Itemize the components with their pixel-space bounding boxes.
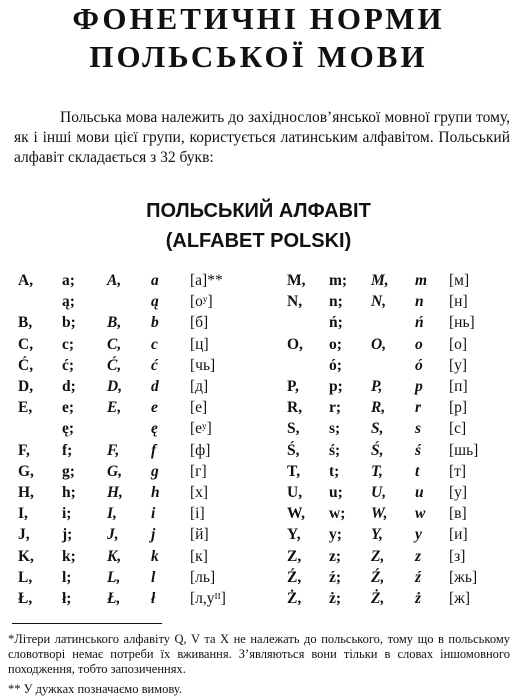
letter-lower-italic: ź xyxy=(415,568,422,586)
letter-upper-italic: H, xyxy=(107,484,123,501)
letter-upper: C, xyxy=(18,335,34,353)
letter-upper-italic: Y, xyxy=(371,526,383,544)
letter-upper-italic: I, xyxy=(107,505,117,523)
letter-pronunciation: [д] xyxy=(190,378,209,395)
letter-lower: n; xyxy=(329,293,343,311)
letter-pronunciation: [шь] xyxy=(449,441,479,459)
letter-pronunciation: [i] xyxy=(190,505,205,523)
letter-lower-italic: t xyxy=(415,462,420,480)
alphabet-row xyxy=(0,482,517,503)
letter-lower-italic: f xyxy=(151,441,157,459)
letter-upper: W, xyxy=(287,505,305,523)
letter-lower: e; xyxy=(62,399,75,417)
letter-lower: b; xyxy=(62,314,76,332)
letter-pronunciation: [a]** xyxy=(190,272,223,289)
letter-lower-italic: i xyxy=(151,505,156,523)
letter-lower-italic: n xyxy=(415,293,424,311)
letter-lower-italic: l xyxy=(151,568,156,586)
alphabet-row xyxy=(0,588,517,609)
letter-upper: Ł, xyxy=(18,590,33,607)
letter-upper-italic: O, xyxy=(371,335,387,353)
alphabet-row xyxy=(0,334,517,355)
alphabet-row xyxy=(0,270,517,291)
letter-upper: Z, xyxy=(287,547,302,565)
letter-upper: Ć, xyxy=(18,356,34,374)
letter-lower-italic: ł xyxy=(151,590,156,607)
letter-lower-italic: k xyxy=(151,547,159,565)
letter-lower-italic: a xyxy=(151,272,159,289)
alphabet-heading-polish: (ALFABET POLSKI) xyxy=(165,230,352,252)
letter-upper-italic: N, xyxy=(371,293,387,311)
letter-lower: ź; xyxy=(329,568,342,586)
letter-upper: H, xyxy=(18,484,34,501)
letter-upper: P, xyxy=(287,378,299,395)
letter-lower-italic: p xyxy=(415,378,423,395)
letter-lower-italic: s xyxy=(415,420,422,438)
alphabet-row xyxy=(0,440,517,461)
intro-text: Польська мова належить до західнослов’янської мовної групи тому, як і інші мови цієї групи, користується латинським алфавітом. Польський алфавіт складається з 32 букв: xyxy=(14,109,510,166)
letter-lower-italic: ż xyxy=(415,590,422,607)
letter-lower: ń; xyxy=(329,314,343,332)
letter-upper-italic: Ź, xyxy=(371,568,385,586)
letter-upper-italic: J, xyxy=(107,526,119,544)
letter-lower-italic: b xyxy=(151,314,159,332)
letter-lower: d; xyxy=(62,378,76,395)
letter-pronunciation: [ль] xyxy=(190,568,216,586)
letter-upper: R, xyxy=(287,399,303,417)
letter-upper-italic: A, xyxy=(107,272,122,289)
letter-upper: L, xyxy=(18,568,33,586)
alphabet-row xyxy=(0,524,517,545)
letter-pronunciation: [y] xyxy=(449,484,468,501)
letter-lower-italic: ś xyxy=(415,441,422,459)
letter-upper-italic: K, xyxy=(107,547,122,565)
letter-lower: g; xyxy=(62,462,75,480)
letter-upper-italic: L, xyxy=(107,568,121,586)
letter-lower: a; xyxy=(62,272,75,289)
letter-upper: S, xyxy=(287,420,300,438)
letter-upper: A, xyxy=(18,272,34,289)
page-title-line1: ФОНЕТИЧНІ НОРМИ xyxy=(72,1,445,36)
letter-upper-italic: M, xyxy=(371,272,389,289)
alphabet-row xyxy=(0,461,517,482)
letter-lower: ć; xyxy=(62,356,75,374)
alphabet-row xyxy=(0,355,517,376)
letter-pronunciation: [б] xyxy=(190,314,209,332)
letter-upper: I, xyxy=(18,505,28,523)
letter-pronunciation: [oʸ] xyxy=(190,293,213,311)
footnote-divider xyxy=(12,623,162,624)
letter-pronunciation: [жь] xyxy=(449,568,478,586)
letter-upper-italic: Ś, xyxy=(371,441,384,459)
letter-lower: r; xyxy=(329,399,342,417)
letter-lower-italic: d xyxy=(151,378,159,395)
letter-pronunciation: [ф] xyxy=(190,441,211,459)
letter-upper: U, xyxy=(287,484,303,501)
alphabet-heading: ПОЛЬСЬКИЙ АЛФАВІТ xyxy=(146,200,371,222)
letter-lower-italic: e xyxy=(151,399,158,417)
letter-pronunciation: [eʸ] xyxy=(190,420,212,438)
letter-lower-italic: r xyxy=(415,399,422,417)
letter-lower: u; xyxy=(329,484,343,501)
alphabet-row xyxy=(0,376,517,397)
letter-lower: y; xyxy=(329,526,342,544)
letter-lower: ś; xyxy=(329,441,341,459)
letter-lower: m; xyxy=(329,272,348,289)
letter-upper-italic: Z, xyxy=(371,547,385,565)
letter-pronunciation: [л,уᴵᴵ] xyxy=(190,590,226,607)
letter-upper-italic: W, xyxy=(371,505,388,523)
letter-upper: B, xyxy=(18,314,33,332)
letter-upper-italic: P, xyxy=(371,378,383,395)
letter-pronunciation: [к] xyxy=(190,547,208,565)
alphabet-row xyxy=(0,503,517,524)
letter-pronunciation: [в] xyxy=(449,505,467,523)
alphabet-row xyxy=(0,312,517,333)
letter-upper-italic: S, xyxy=(371,420,384,438)
letter-upper-italic: E, xyxy=(107,399,122,417)
letter-lower: ł; xyxy=(62,590,72,607)
letter-pronunciation: [й] xyxy=(190,526,209,544)
letter-upper: O, xyxy=(287,335,303,353)
letter-pronunciation: [нь] xyxy=(449,314,475,332)
letter-lower-italic: j xyxy=(151,526,156,544)
letter-upper: G, xyxy=(18,462,34,480)
letter-upper-italic: Ł, xyxy=(107,590,121,607)
letter-pronunciation: [т] xyxy=(449,462,467,480)
letter-lower: i; xyxy=(62,505,72,523)
letter-lower: f; xyxy=(62,441,73,459)
letter-pronunciation: [н] xyxy=(449,293,468,311)
letter-lower: l; xyxy=(62,568,72,586)
letter-pronunciation: [p] xyxy=(449,399,468,417)
letter-lower-italic: ę xyxy=(151,420,158,438)
letter-lower: t; xyxy=(329,462,340,480)
letter-upper: F, xyxy=(18,441,30,459)
letter-lower-italic: z xyxy=(415,547,422,565)
letter-lower: w; xyxy=(329,505,346,523)
letter-pronunciation: [ж] xyxy=(449,590,471,607)
letter-lower: o; xyxy=(329,335,342,353)
alphabet-row xyxy=(0,567,517,588)
letter-upper-italic: C, xyxy=(107,335,122,353)
page-title-line2: ПОЛЬСЬКОЇ МОВИ xyxy=(89,39,428,74)
letter-upper: J, xyxy=(18,526,30,544)
letter-lower: ó; xyxy=(329,356,342,374)
letter-upper: K, xyxy=(18,547,34,565)
letter-upper-italic: G, xyxy=(107,462,123,480)
alphabet-row xyxy=(0,291,517,312)
letter-upper: Ś, xyxy=(287,441,300,459)
letter-pronunciation: [e] xyxy=(190,399,208,417)
letter-pronunciation: [чь] xyxy=(190,356,216,374)
letter-lower: ż; xyxy=(329,590,342,607)
letter-pronunciation: [y] xyxy=(449,356,468,374)
letter-lower-italic: w xyxy=(415,505,426,523)
letter-lower-italic: o xyxy=(415,335,423,353)
letter-upper-italic: D, xyxy=(107,378,123,395)
letter-upper: M, xyxy=(287,272,306,289)
letter-upper: E, xyxy=(18,399,33,417)
letter-lower: c; xyxy=(62,335,75,353)
letter-pronunciation: [o] xyxy=(449,335,468,353)
footnote-pronunciation: ** У дужках позначаємо вимову. xyxy=(8,682,182,696)
footnote-letters: *Літери латинського алфавіту Q, V та X не належать до польського, тому що в польському словотворі немає потреби їх вживання. З’являються вони тільки в словах іншомовного походження, тобто запозиченнях. xyxy=(8,632,510,676)
letter-lower-italic: m xyxy=(415,272,428,289)
letter-upper: D, xyxy=(18,378,34,395)
letter-lower-italic: ą xyxy=(151,293,159,311)
letter-pronunciation: [м] xyxy=(449,272,470,289)
letter-upper: Ż, xyxy=(287,590,302,607)
alphabet-row xyxy=(0,397,517,418)
letter-upper: N, xyxy=(287,293,303,311)
letter-lower-italic: ń xyxy=(415,314,424,332)
letter-lower: p; xyxy=(329,378,343,395)
letter-upper-italic: Ż, xyxy=(371,590,385,607)
letter-upper: T, xyxy=(287,462,301,480)
letter-upper-italic: T, xyxy=(371,462,383,480)
letter-lower-italic: h xyxy=(151,484,160,501)
letter-lower-italic: c xyxy=(151,335,158,353)
letter-lower: ę; xyxy=(62,420,75,438)
alphabet-row xyxy=(0,418,517,439)
letter-lower-italic: ó xyxy=(415,356,423,374)
letter-upper-italic: U, xyxy=(371,484,387,501)
letter-upper-italic: Ć, xyxy=(107,356,122,374)
letter-pronunciation: [г] xyxy=(190,462,207,480)
letter-lower: s; xyxy=(329,420,341,438)
letter-pronunciation: [x] xyxy=(190,484,209,501)
letter-lower: k; xyxy=(62,547,76,565)
letter-pronunciation: [c] xyxy=(449,420,467,438)
alphabet-row xyxy=(0,546,517,567)
letter-pronunciation: [и] xyxy=(449,526,468,544)
letter-pronunciation: [з] xyxy=(449,547,466,565)
letter-lower-italic: g xyxy=(151,462,159,480)
letter-pronunciation: [п] xyxy=(449,378,468,395)
letter-upper-italic: B, xyxy=(107,314,122,332)
letter-lower-italic: u xyxy=(415,484,424,501)
letter-upper-italic: R, xyxy=(371,399,386,417)
letter-upper: Y, xyxy=(287,526,301,544)
letter-lower: z; xyxy=(329,547,342,565)
letter-upper: Ź, xyxy=(287,568,302,586)
letter-lower: j; xyxy=(62,526,73,544)
intro-paragraph xyxy=(14,108,510,168)
letter-pronunciation: [ц] xyxy=(190,335,209,353)
letter-upper-italic: F, xyxy=(107,441,120,459)
letter-lower: ą; xyxy=(62,293,75,311)
letter-lower-italic: y xyxy=(415,526,422,544)
letter-lower-italic: ć xyxy=(151,356,158,374)
letter-lower: h; xyxy=(62,484,76,501)
